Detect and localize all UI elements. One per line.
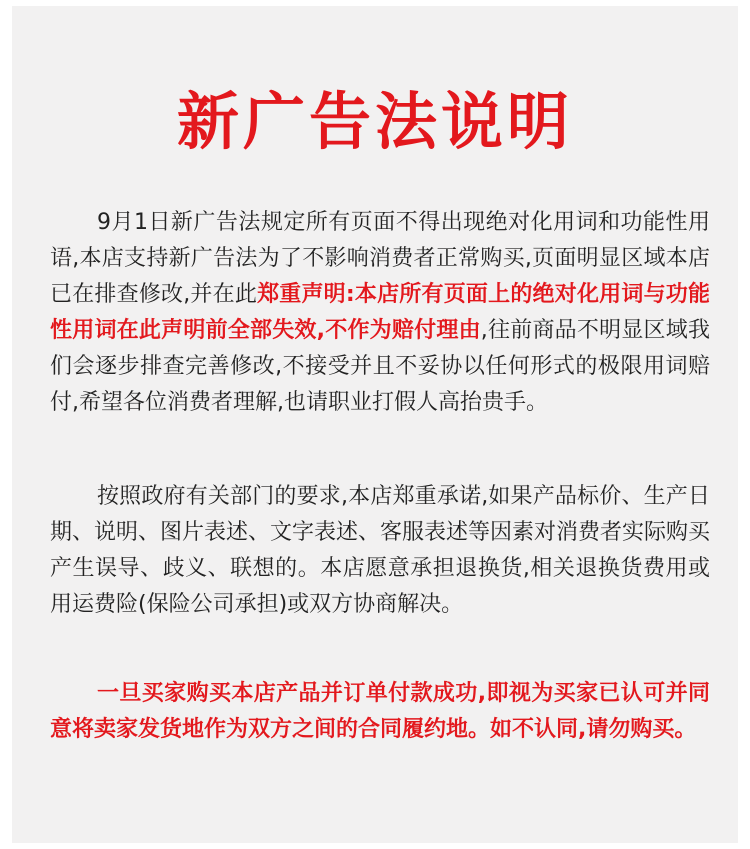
solemn-statement: 郑重声明:本店所有页面上的绝对化用词与功能性用词在此声明前全部失效,不作为赔付理由 [50,282,710,343]
paragraph-ad-law-intro: 9月1日新广告法规定所有页面不得出现绝对化用词和功能性用语,本店支持新广告法为了不影响消费者正常购买,页面明显区域本店已在排查修改,并在此 [50,210,710,307]
paragraph-commitment: 按照政府有关部门的要求,本店郑重承诺,如果产品标价、生产日期、说明、图片表述、文字表述、客服表述等因素对消费者实际购买产生误导、歧义、联想的。本店愿意承担退换货,相关退换货费用或用运费险(保险公司承担)或双方协商解决。 [50,484,711,617]
page-title: 新广告法说明 [176,85,573,158]
paragraph-contract-place: 一旦买家购买本店产品并订单付款成功,即视为买家已认可并同意将卖家发货地作为双方之间的合同履约地。如不认同,请勿购买。 [50,681,710,742]
paragraph-ad-law [50,205,710,421]
paragraph-ad-law-rest: ,往前商品不明显区域我们会逐步排查完善修改,不接受并且不妥协以任何形式的极限用词赔付,希望各位消费者理解,也请职业打假人高抬贵手。 [50,318,711,415]
